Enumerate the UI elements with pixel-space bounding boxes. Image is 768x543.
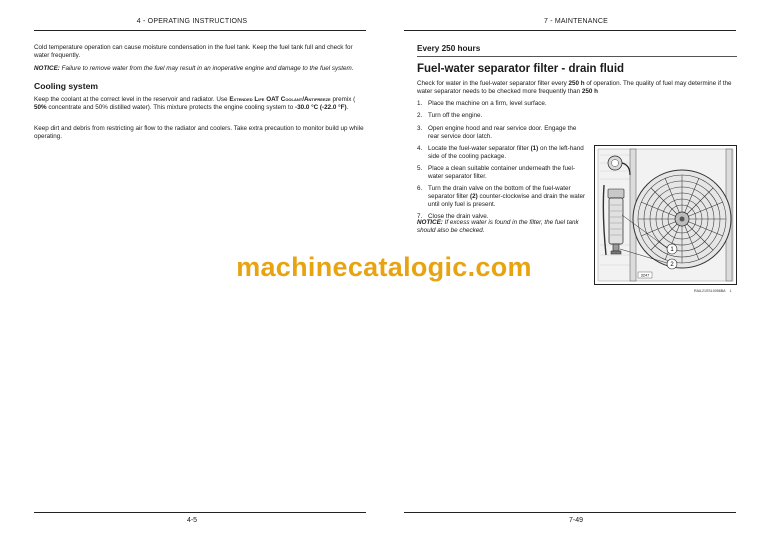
step-text: Close the drain valve. <box>428 213 489 221</box>
left-footer-rule <box>34 512 366 513</box>
procedure-steps <box>417 100 589 226</box>
step-callout-ref: (1) <box>530 144 539 152</box>
procedure-title: Fuel-water separator filter - drain fluid <box>417 63 625 75</box>
right-header-rule <box>404 30 736 31</box>
procedure-step <box>417 185 589 208</box>
right-running-header: 7 - MAINTENANCE <box>543 18 609 25</box>
step-text: Turn off the engine. <box>428 112 483 120</box>
left-page-number: 4-5 <box>186 517 198 524</box>
coolant-product-name: Extended Life OAT Coolant/Antifreeze <box>229 96 331 103</box>
step-number: 7. <box>417 213 423 221</box>
step-number: 4. <box>417 144 423 152</box>
step-text: Place a clean suitable container underneath the fuel-water separator filter. <box>428 165 576 180</box>
plate-label: 3247 <box>640 273 650 278</box>
step-number: 5. <box>417 165 423 173</box>
left-header-rule <box>34 30 366 31</box>
notice-text: Failure to remove water from the fuel may result in an inoperative engine and damage to the fuel system. <box>59 65 354 72</box>
procedure-step <box>417 112 589 120</box>
notice-text: If excess water is found in the filter, the fuel tank should also be checked. <box>417 219 579 235</box>
step-text: Turn the drain valve on the bottom of the fuel-water separator filter <box>428 185 571 201</box>
left-running-header: 4 - OPERATING INSTRUCTIONS <box>136 18 248 25</box>
coolant-text-b: premix ( <box>330 96 356 103</box>
procedure-step <box>417 125 589 141</box>
interval-rule <box>417 56 737 57</box>
step-number: 2. <box>417 112 423 120</box>
step-number: 1. <box>417 100 423 107</box>
figure-code <box>694 289 732 293</box>
coolant-text-a: Keep the coolant at the correct level in the reservoir and radiator. Use <box>34 96 230 103</box>
step-text: on the left-hand side of the cooling package. <box>428 144 584 160</box>
figure-code-text: RAIL21SSL0056BA <box>694 289 726 293</box>
step-text: Locate the fuel-water separator filter <box>428 144 531 152</box>
airflow-paragraph <box>34 125 366 141</box>
step-text: Place the machine on a firm, level surface. <box>428 100 547 107</box>
notice-label: NOTICE: <box>417 219 443 226</box>
intro-hours-1: 250 h <box>568 80 585 87</box>
cooling-system-heading: Cooling system <box>34 81 98 91</box>
procedure-step <box>417 100 589 108</box>
coolant-text-c: concentrate and 50% distilled water). This mixture protects the engine cooling system to <box>46 104 295 112</box>
callout-2-label: 2 <box>670 262 674 269</box>
fuel-water-notice <box>34 65 366 73</box>
right-footer-rule <box>404 512 736 513</box>
coolant-text-d: . <box>346 104 349 112</box>
procedure-step <box>417 165 589 181</box>
step-text: Open engine hood and rear service door. Engage the rear service door latch. <box>428 124 577 140</box>
callout-1-label: 1 <box>670 247 674 254</box>
step-text: counter-clockwise and drain the water until only fuel is present. <box>428 193 586 208</box>
coolant-paragraph <box>34 96 366 112</box>
procedure-step <box>417 145 589 161</box>
intro-text-a: Check for water in the fuel-water separator filter every <box>417 80 569 87</box>
cold-temp-paragraph <box>34 44 366 60</box>
airflow-text: Keep dirt and debris from restricting air flow to the radiator and coolers. Take extra precaution to monitor build up while operating. <box>34 125 364 141</box>
interval-heading: Every 250 hours <box>417 44 481 53</box>
step-callout-ref: (2) <box>470 193 478 201</box>
step-number: 6. <box>417 185 423 193</box>
intro-hours-2: 250 h <box>581 88 598 96</box>
right-page-number: 7-49 <box>568 517 583 524</box>
intro-text-b: of operation. The quality of fuel may determine if the water separator needs to be checked more frequently than <box>417 80 732 96</box>
watermark: machinecatalogic.com <box>236 252 532 282</box>
notice-label: NOTICE: <box>34 65 60 72</box>
figure-number: 1 <box>729 289 732 293</box>
coolant-concentration: 50% <box>34 104 47 112</box>
coolant-protection-temp: -30.0 °C (-22.0 °F) <box>295 104 347 112</box>
tank-notice <box>417 219 589 235</box>
procedure-intro <box>417 80 737 96</box>
step-number: 3. <box>417 124 423 132</box>
cold-temp-text: Cold temperature operation can cause moisture condensation in the fuel tank. Keep the fuel tank full and check for water frequently. <box>34 44 353 60</box>
